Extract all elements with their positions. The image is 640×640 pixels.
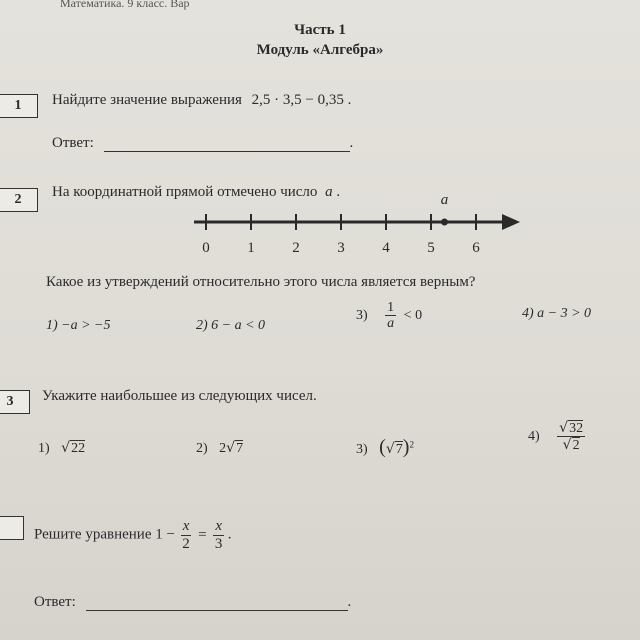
number-line-tick-label: 4 [382,240,390,256]
fraction-one-over-a [385,300,396,332]
header-note: Математика. 9 класс. Вар [60,0,190,10]
answer-field[interactable] [86,596,348,611]
answer-label: Ответ: [52,135,94,151]
sqrt-icon: √ [61,440,71,456]
question-2-end: . [336,184,341,200]
number-line-arrow [502,214,520,230]
question-1-prompt: Найдите значение выражения [52,92,242,108]
answer-label: Ответ: [34,594,76,610]
number-line-tick-label: 1 [247,240,255,256]
radicand: 2 [572,438,580,454]
radicand: 32 [569,421,584,436]
module-title: Модуль «Алгебра» [256,42,384,58]
number-line-tick-label: 0 [202,240,210,256]
number-line-ticks [202,214,480,256]
question-4-text [34,518,232,552]
point-a-marker [441,219,448,226]
question-number-box [0,94,38,118]
fraction-denominator [557,437,585,453]
option-number: 3) [356,442,368,457]
question-number-box [0,516,24,540]
q3-option-4 [528,420,585,454]
fraction-denominator: a [387,316,395,332]
question-number-box [0,390,30,414]
answer-end: . [347,594,352,610]
option-number: 4) [528,428,540,444]
question-4-prompt: Решите уравнение 1 − [34,526,175,543]
answer-field[interactable] [104,137,350,152]
fraction-numerator: x [182,518,190,534]
question-2-question: Какое из утверждений относительно этого числа является верным? [46,274,476,290]
question-number: 3 [6,394,14,409]
q2-option-1: 1) −a > −5 [46,318,111,333]
coefficient: 2 [219,441,227,456]
sqrt-icon: √ [385,441,395,457]
radicand: 22 [71,441,86,456]
question-1-expression: 2,5 · 3,5 − 0,35 . [251,92,352,108]
number-line-tick-label: 5 [427,240,435,256]
question-4-end: . [227,526,232,543]
sqrt-icon: √ [226,440,236,456]
answer-end: . [349,135,354,151]
q3-option-1 [38,440,85,457]
number-line [190,186,530,266]
number-line-tick-label: 3 [337,240,345,256]
sqrt-icon: √ [562,437,572,454]
point-a-label: a [440,192,449,208]
radicand: 7 [236,441,244,456]
q3-option-3 [356,436,414,459]
q2-option-2: 2) 6 − a < 0 [196,318,266,333]
variable-a: a [325,184,333,200]
fraction-x-over-3 [213,518,224,552]
fraction-numerator: 1 [387,300,395,315]
equals-sign: = [198,526,207,543]
option-number: 3) [356,307,368,323]
fraction-numerator: x [215,518,223,534]
question-3-text: Укажите наибольшее из следующих чисел. [42,388,317,404]
q3-option-2 [196,440,243,457]
question-number-box [0,188,38,212]
fraction-x-over-2 [181,518,192,552]
sqrt-icon: √ [559,420,569,436]
fraction-numerator [557,420,585,437]
option-number: 2) [196,441,208,456]
number-line-tick-label: 6 [472,240,480,256]
question-4-answer [34,594,351,611]
number-line-tick-label: 2 [292,240,300,256]
part-title: Часть 1 [294,22,346,38]
question-number: 2 [14,192,22,207]
option-number: 1) [38,441,50,456]
q2-option-3 [356,300,422,332]
fraction-denominator: 3 [214,535,223,552]
question-number: 1 [14,98,22,113]
question-1-text [52,92,351,109]
q2-option-4: 4) a − 3 > 0 [522,306,592,321]
option-inequality: < 0 [403,307,423,323]
question-1-answer [52,135,353,152]
open-paren: ( [379,436,386,458]
question-2-prompt: На координатной прямой отмечено число [52,184,318,200]
exponent: 2 [409,439,414,450]
fraction-sqrt32-over-sqrt2 [557,420,585,454]
fraction-denominator: 2 [182,535,190,552]
radicand: 7 [395,442,403,457]
close-paren: ) [402,436,410,458]
